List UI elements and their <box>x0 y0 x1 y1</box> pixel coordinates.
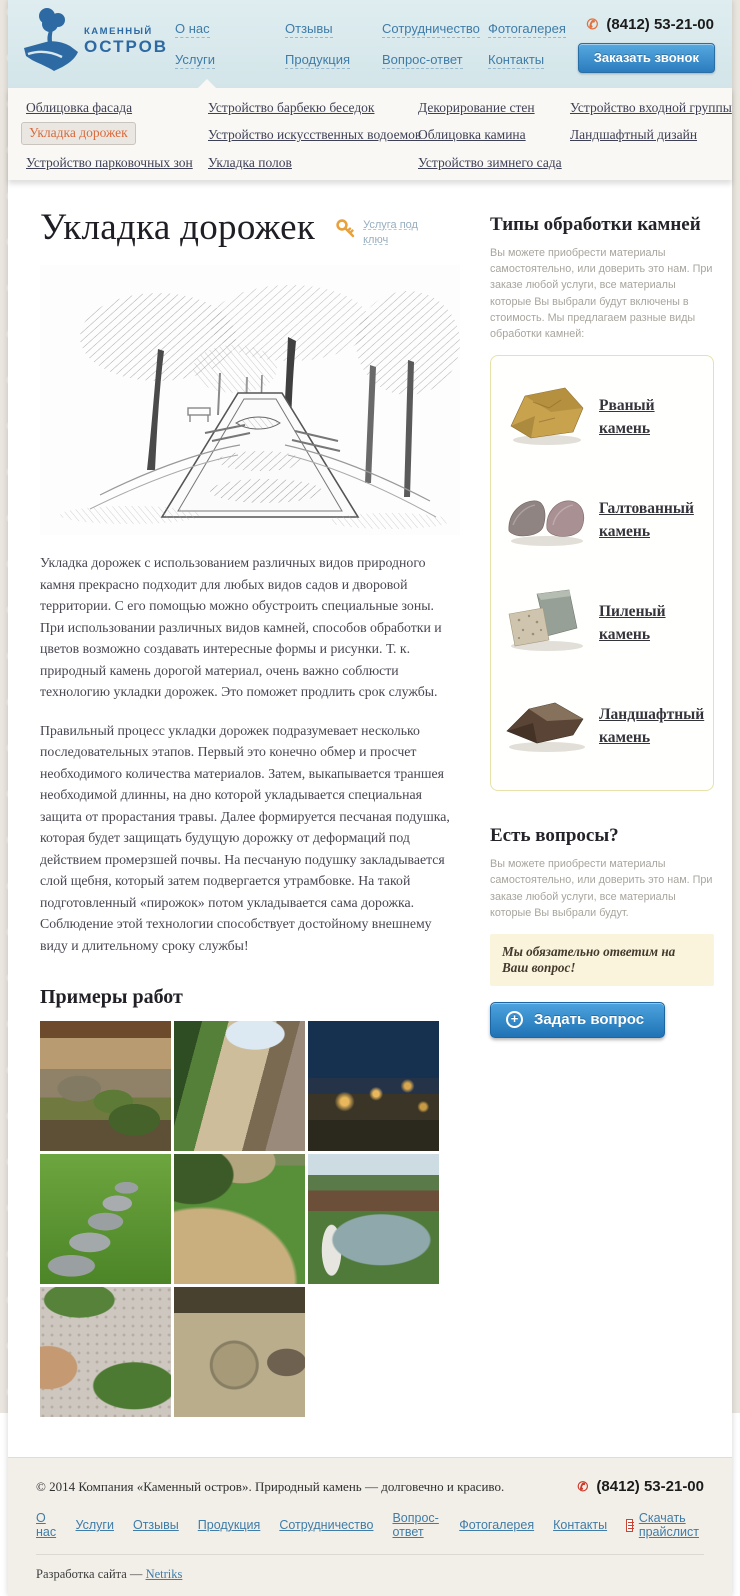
copyright: © 2014 Компания «Каменный остров». Природный камень — долговечно и красиво. <box>36 1478 505 1494</box>
phone-icon: ✆ <box>586 16 599 32</box>
main-nav <box>175 21 600 69</box>
stone-item-rvany[interactable] <box>503 382 705 453</box>
submenu-facade-cladding[interactable]: Облицовка фасада <box>26 100 133 115</box>
stone-item-pileny[interactable] <box>503 588 705 659</box>
gallery-photo-night-lighting[interactable] <box>308 1021 439 1151</box>
footer-nav-faq[interactable]: Вопрос-ответ <box>392 1511 439 1540</box>
submenu-winter-garden[interactable]: Устройство зимнего сада <box>418 155 562 170</box>
logo-line2: ОСТРОВ <box>84 37 169 56</box>
gallery-photo-curved-path[interactable] <box>174 1154 305 1284</box>
document-icon <box>626 1519 633 1532</box>
submenu-fireplace-cladding[interactable]: Облицовка камина <box>418 127 526 142</box>
intro-paragraph-2: Правильный процесс укладки дорожек подразумевает несколько последовательных этапов. Первый это конечно обмер и просчет необходимого количества материалов. Затем, выкапывается траншея необходимой длинны, на дно которой укладывается специальная защита от прорастания травы. Далее формируется песчаная подушка, которая будет защищать будущую дорожку от деформаций под действием промерзшей почвы. На песчаную подушку закладывается слой щебня, который затем подвергается утрамбовке. На такой подготовленный «пирожок» потом укладывается сама дорожка. Соблюдение этой технологии способствует достойному внешнему виду и длительному сроку службы! <box>40 722 450 953</box>
stone-label-galtovany[interactable] <box>599 498 694 543</box>
work-examples-gallery <box>40 1021 439 1417</box>
stone-label-line1: Ландшафтный <box>599 706 705 724</box>
ask-question-label: Задать вопрос <box>534 1010 645 1028</box>
stone-item-landshaftny[interactable] <box>503 691 705 762</box>
stone-label-line2: камень <box>599 522 651 540</box>
submenu-entrance-group[interactable]: Устройство входной группы <box>570 100 732 115</box>
footer-nav-services[interactable]: Услуги <box>75 1518 114 1533</box>
footer-nav-photogallery[interactable]: Фотогалерея <box>459 1518 535 1533</box>
submenu-arrow-notch <box>198 79 216 88</box>
gallery-photo-stone-steps[interactable] <box>40 1021 171 1151</box>
stones-title: Типы обработки камней <box>490 214 701 235</box>
gallery-photo-mosaic-patio[interactable] <box>174 1287 305 1417</box>
logo[interactable] <box>22 6 168 77</box>
stone-label-line1: Пиленый <box>599 603 666 621</box>
stone-label-line2: камень <box>599 728 651 746</box>
key-icon <box>335 218 357 248</box>
header <box>8 0 732 88</box>
download-pricelist[interactable] <box>626 1511 704 1539</box>
plus-icon: + <box>506 1011 523 1028</box>
footer-nav-products[interactable]: Продукция <box>197 1518 261 1533</box>
order-call-button[interactable]: Заказать звонок <box>578 43 715 73</box>
page-title: Укладка дорожек <box>40 207 316 248</box>
gallery-photo-pond[interactable] <box>308 1154 439 1284</box>
site-container <box>8 0 732 1596</box>
pricelist-link[interactable]: Скачать прайслист <box>638 1511 699 1540</box>
submenu-parking-zones[interactable]: Устройство парковочных зон <box>26 155 193 170</box>
footer-phone <box>577 1478 704 1495</box>
logo-line1: КАМЕННЫЙ <box>84 26 153 37</box>
credits-text: Разработка сайта — <box>36 1567 143 1582</box>
stone-label-rvany[interactable] <box>599 395 655 440</box>
submenu-bbq-gazebos[interactable]: Устройство барбекю беседок <box>208 100 375 115</box>
services-submenu <box>8 88 732 180</box>
sidebar <box>490 206 714 1417</box>
main-column <box>40 206 464 1417</box>
logo-island-icon <box>22 6 80 77</box>
header-phone <box>587 16 714 33</box>
logo-text <box>84 26 168 57</box>
nav-reviews[interactable]: Отзывы <box>285 21 333 36</box>
footer-nav-about[interactable]: О нас <box>36 1511 57 1540</box>
stone-item-galtovany[interactable] <box>503 485 705 556</box>
header-phone-number: (8412) 53-21-00 <box>606 16 714 33</box>
footer-phone-number: (8412) 53-21-00 <box>596 1478 704 1496</box>
submenu-wall-decoration[interactable]: Декорирование стен <box>418 100 535 115</box>
galtovany-stone-image <box>503 485 589 556</box>
gallery-photo-flagstone-path[interactable] <box>174 1021 305 1151</box>
nav-faq[interactable]: Вопрос-ответ <box>382 52 463 67</box>
submenu-path-laying-active[interactable]: Укладка дорожек <box>21 122 136 145</box>
footer-nav <box>36 1511 704 1539</box>
footer-nav-contacts[interactable]: Контакты <box>553 1518 608 1533</box>
footer-phone-icon: ✆ <box>577 1479 589 1495</box>
intro-paragraph-1: Укладка дорожек с использованием различных видов природного камня прекрасно подходит для любых видов садов и дворовой территории. С его помощью можно обустроить специальные зоны. При использовании различных видов камней, способов обработки и цветов возможно создавать интересные формы и рисунки. Т. к. природный камень дорогой материал, очень важно соблюсти технологию укладки дорожек. Это поможет продлить срок службы. <box>40 555 442 700</box>
landshaftny-stone-image <box>503 691 589 762</box>
stone-types-box <box>490 355 714 791</box>
stone-label-line2: камень <box>599 625 651 643</box>
nav-services[interactable]: Услуги <box>175 52 215 67</box>
nav-contacts[interactable]: Контакты <box>488 52 545 67</box>
stone-label-landshaftny[interactable] <box>599 704 704 749</box>
nav-cooperation[interactable]: Сотрудничество <box>382 21 480 36</box>
nav-about[interactable]: О нас <box>175 21 210 36</box>
stone-label-line1: Галтованный <box>599 500 694 518</box>
stone-label-pileny[interactable] <box>599 601 666 646</box>
questions-text: Вы можете приобрести материалы самостоятельно, или доверить это нам. При заказе любой услуги, все материалы которые Вы выбрали будут. <box>490 858 713 919</box>
turnkey-service-link[interactable] <box>335 218 435 248</box>
submenu-floor-laying[interactable]: Укладка полов <box>208 155 292 170</box>
footer-nav-cooperation[interactable]: Сотрудничество <box>279 1518 374 1533</box>
credits-link-netriks[interactable]: Netriks <box>145 1567 183 1582</box>
nav-products[interactable]: Продукция <box>285 52 351 67</box>
stone-label-line2: камень <box>599 419 651 437</box>
gallery-photo-pebble-path[interactable] <box>40 1287 171 1417</box>
site-credits <box>36 1554 704 1582</box>
turnkey-label: Услуга под ключ <box>363 219 418 246</box>
ask-question-button[interactable] <box>490 1002 665 1038</box>
rvany-stone-image <box>503 382 589 453</box>
gallery-photo-stepping-stones[interactable] <box>40 1154 171 1284</box>
pileny-stone-image <box>503 588 589 659</box>
questions-title: Есть вопросы? <box>490 825 619 847</box>
footer-nav-reviews[interactable]: Отзывы <box>132 1518 179 1533</box>
submenu-artificial-ponds[interactable]: Устройство искусственных водоемов <box>208 127 422 142</box>
stone-label-line1: Рваный <box>599 397 655 415</box>
content <box>8 180 732 1457</box>
nav-photogallery[interactable]: Фотогалерея <box>488 21 566 36</box>
footer <box>8 1457 732 1596</box>
path-sketch-illustration <box>40 265 460 535</box>
answer-note: Мы обязательно ответим на Ваш вопрос! <box>490 934 714 986</box>
stones-intro: Вы можете приобрести материалы самостоятельно, или доверить это нам. При заказе любой услуги, все материалы которые Вы выбрали будут включены в стоимость. Мы предлагаем разные виды обработки камней: <box>490 247 713 340</box>
examples-heading: Примеры работ <box>40 986 183 1009</box>
submenu-landscape-design[interactable]: Ландшафтный дизайн <box>570 127 698 142</box>
